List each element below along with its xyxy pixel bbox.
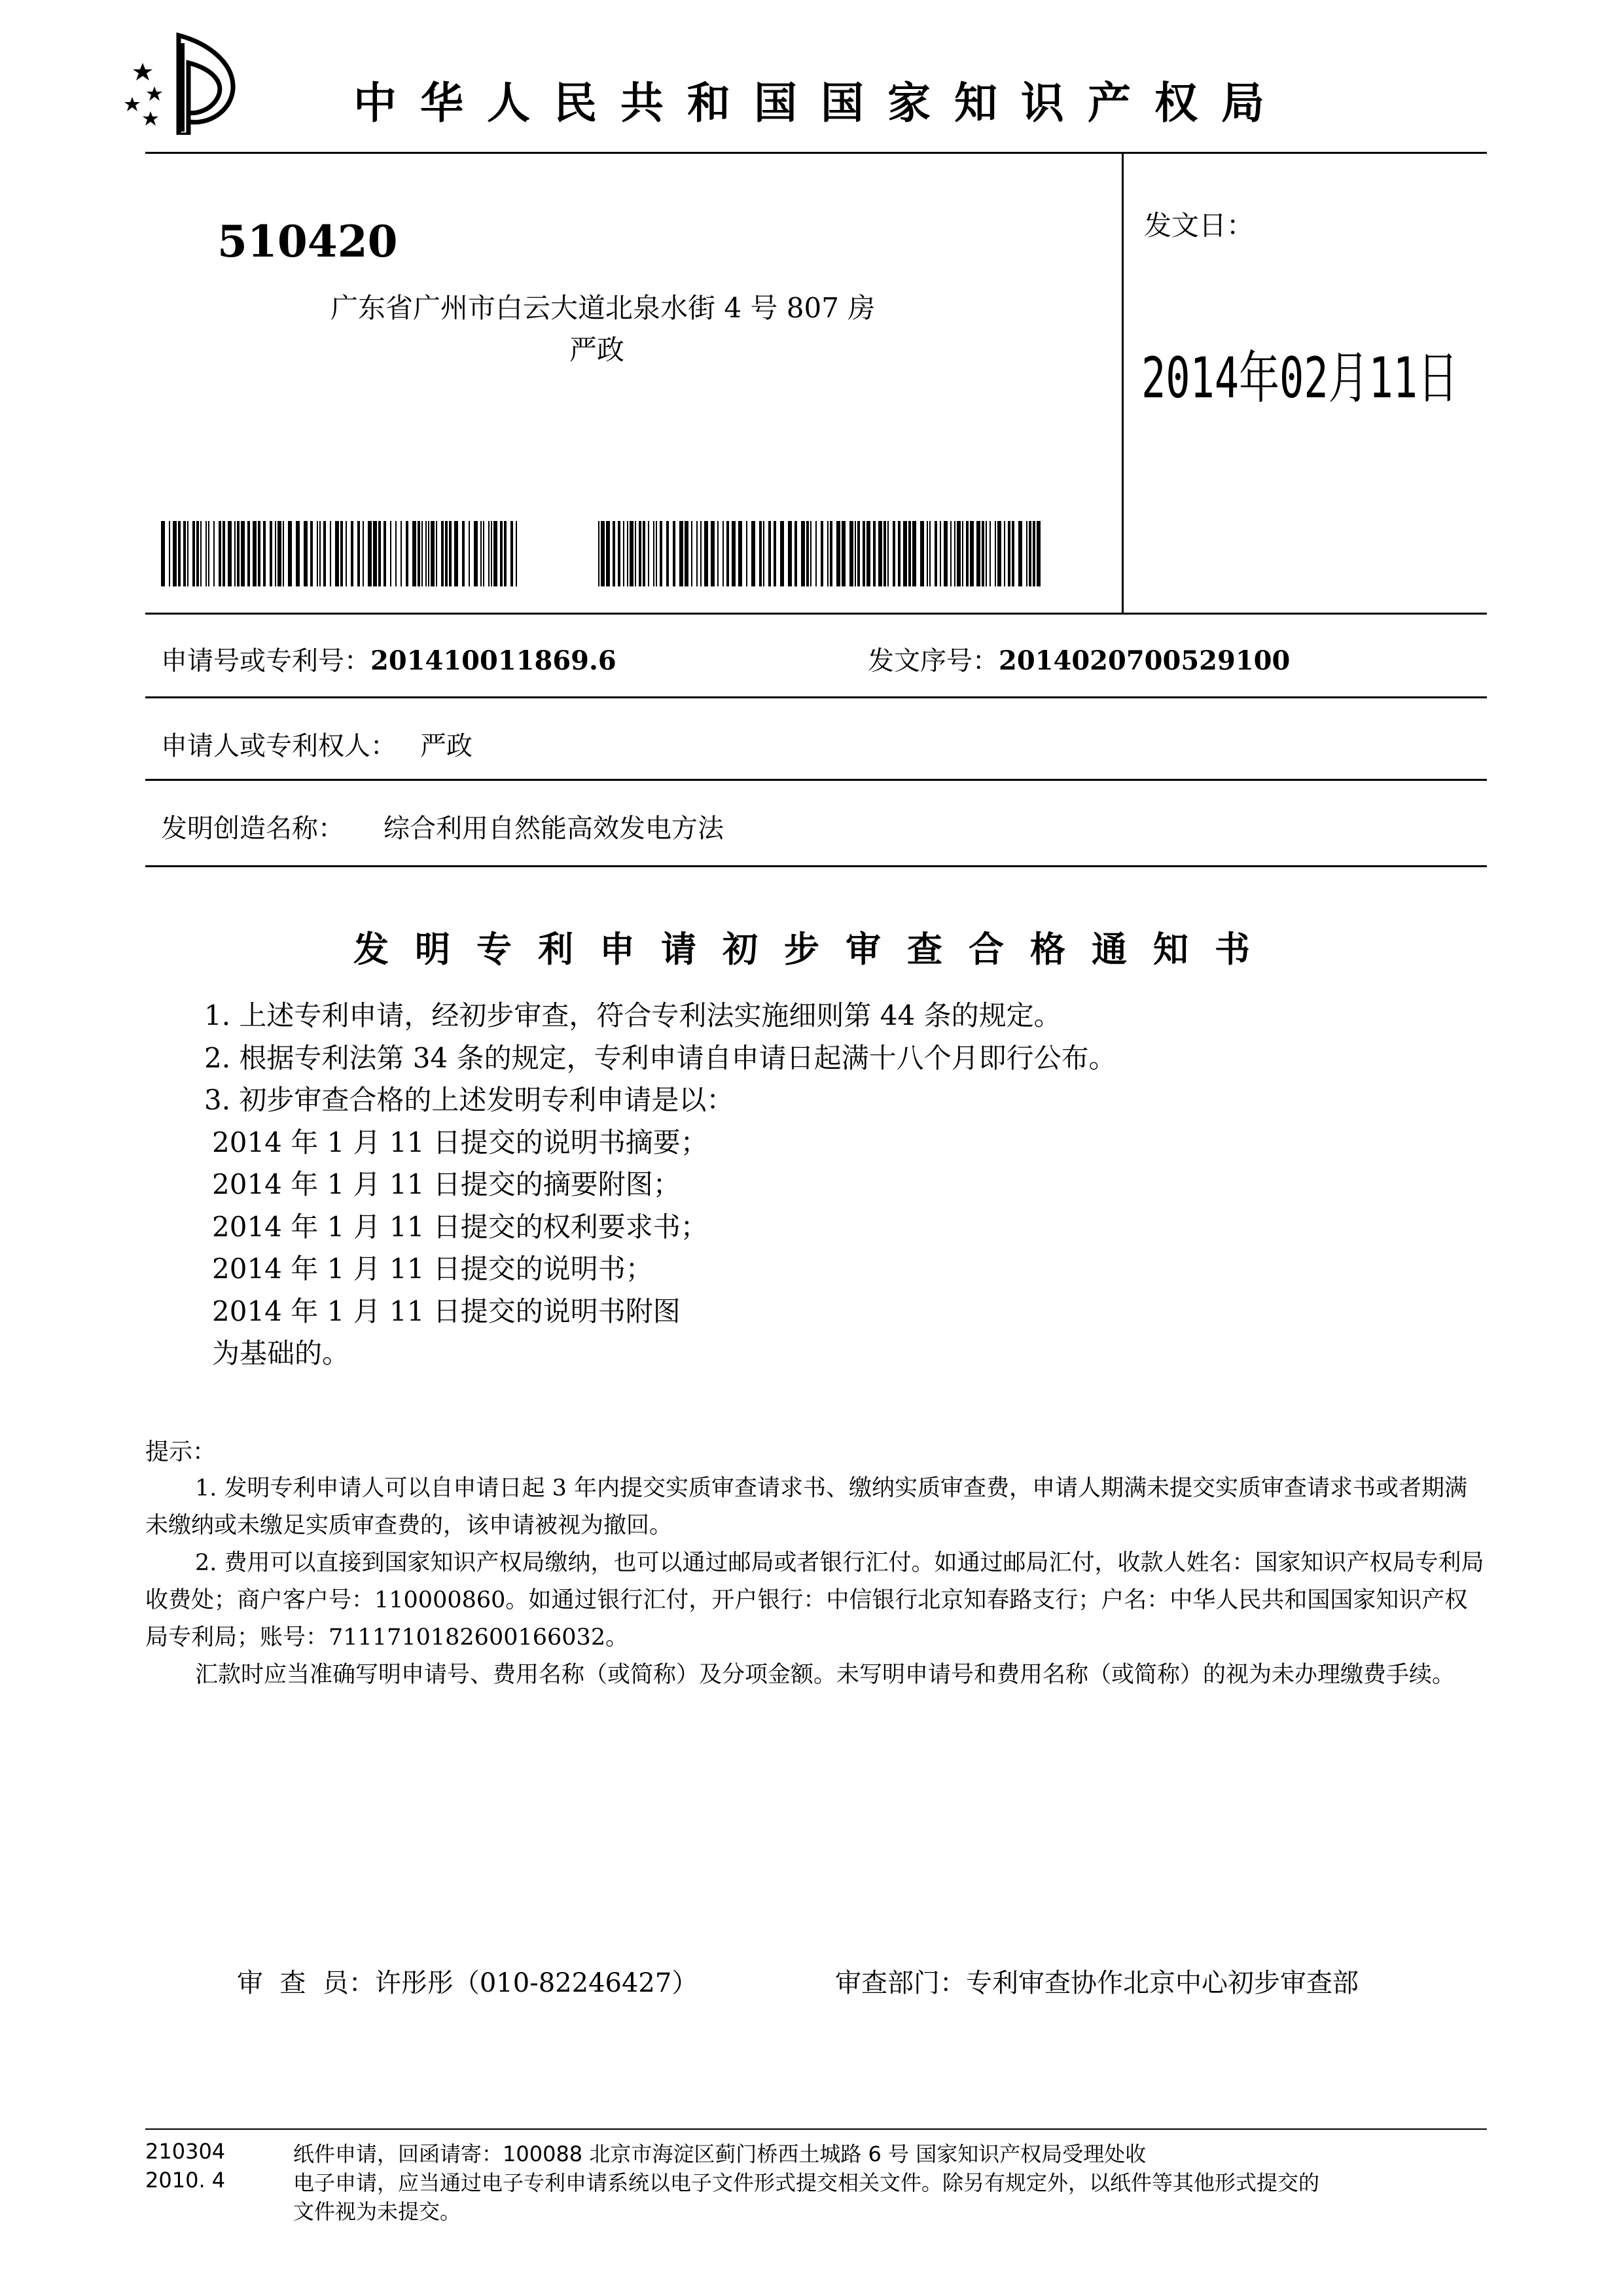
- row-divider: [145, 779, 1487, 781]
- barcode-bar: [673, 521, 675, 586]
- barcode-bar: [500, 521, 503, 586]
- barcode-bar: [810, 521, 812, 586]
- barcode-bar: [488, 521, 490, 586]
- barcode-bar: [480, 521, 482, 586]
- barcode-bar: [788, 521, 792, 586]
- barcode-bar: [887, 521, 889, 586]
- barcode-bar: [161, 521, 165, 586]
- barcode-bar: [732, 521, 736, 586]
- barcode-bar: [878, 521, 882, 586]
- barcode-bar: [296, 521, 300, 586]
- barcode-bar: [1033, 521, 1035, 586]
- notice-line: 1. 上述专利申请，经初步审查，符合专利法实施细则第 44 条的规定。: [204, 999, 1061, 1031]
- barcode-bar: [247, 521, 250, 586]
- addressee-name: 严政: [569, 334, 625, 366]
- barcode-bar: [940, 521, 941, 586]
- barcode-right: [598, 521, 1041, 586]
- hints-block: [145, 1470, 1487, 1694]
- barcode-bar: [357, 521, 360, 586]
- barcode-bar: [192, 521, 195, 586]
- barcode-bar: [857, 521, 860, 586]
- dispatch-date-stamp: 2014年02月11日: [1141, 346, 1458, 411]
- barcode-bar: [704, 521, 708, 586]
- footer-electronic-note-cont: 文件视为未提交。: [293, 2199, 461, 2224]
- barcode-bar: [606, 521, 610, 586]
- barcode-bar: [912, 521, 916, 586]
- notice-line: 2. 根据专利法第 34 条的规定，专利申请自申请日起满十八个月即行公布。: [204, 1041, 1116, 1074]
- barcode-bar: [806, 521, 809, 586]
- barcode-bar: [253, 521, 257, 586]
- barcode-bar: [751, 521, 755, 586]
- barcode-bar: [223, 521, 225, 586]
- barcode-bar: [954, 521, 955, 586]
- barcode-bar: [441, 521, 444, 586]
- notice-line: 2014 年 1 月 11 日提交的权利要求书；: [212, 1210, 708, 1243]
- barcode-bar: [319, 521, 321, 586]
- barcode-bar: [836, 521, 840, 586]
- barcode-bar: [304, 521, 308, 586]
- barcode-bar: [483, 521, 484, 586]
- barcode-bar: [213, 521, 215, 586]
- sipo-logo: [116, 24, 241, 135]
- application-number: 201410011869.6: [370, 645, 616, 676]
- barcode-bar: [842, 521, 846, 586]
- date-column-divider: [1122, 152, 1124, 614]
- barcode-bar: [883, 521, 886, 586]
- barcode-bar: [178, 521, 181, 586]
- barcode-bar: [263, 521, 266, 586]
- barcode-bar: [335, 521, 339, 586]
- application-number-row: [161, 640, 616, 677]
- barcode-bar: [323, 521, 326, 586]
- applicant-label: 申请人或专利权人：: [161, 731, 397, 761]
- barcode-bar: [929, 521, 931, 586]
- barcode-bar: [436, 521, 437, 586]
- barcode-bar: [950, 521, 952, 586]
- barcode-bar: [691, 521, 692, 586]
- barcode-bar: [258, 521, 260, 586]
- barcode-bar: [738, 521, 742, 586]
- notice-line: 2014 年 1 月 11 日提交的说明书摘要；: [212, 1126, 708, 1158]
- barcode-bar: [428, 521, 429, 586]
- barcode-bar: [643, 521, 645, 586]
- form-code: 210304: [145, 2139, 226, 2164]
- barcode-bar: [623, 521, 624, 586]
- barcode-bar: [378, 521, 381, 586]
- barcode-bar: [406, 521, 408, 586]
- barcode-bar: [995, 521, 996, 586]
- barcode-bar: [445, 521, 448, 586]
- hint-paragraph: 2. 费用可以直接到国家知识产权局缴纳，也可以通过邮局或者银行汇付。如通过邮局汇付，收款人姓名：国家知识产权局专利局收费处；商户客户号：110000860。如通过银行汇付，开户银行：中信银行北京知春路支行；户名：中华人民共和国国家知识产权局专利局；账号：7111710182600166032。: [145, 1550, 1484, 1651]
- barcode-bar: [970, 521, 974, 586]
- barcode-bar: [685, 521, 688, 586]
- barcode-bar: [627, 521, 628, 586]
- barcode-bar: [726, 521, 729, 586]
- notice-line: 2014 年 1 月 11 日提交的摘要附图；: [212, 1168, 681, 1200]
- barcode-bar: [516, 521, 517, 586]
- row-divider: [145, 865, 1487, 867]
- barcode-bar: [696, 521, 698, 586]
- barcode-bar: [711, 521, 715, 586]
- review-department: 审查部门：专利审查协作北京中心初步审查部: [835, 1968, 1359, 1998]
- barcode-bar: [660, 521, 662, 586]
- barcode-bar: [234, 521, 236, 586]
- barcode-bar: [997, 521, 1001, 586]
- barcode-bar: [935, 521, 937, 586]
- barcode-bar: [827, 521, 829, 586]
- barcode-bar: [469, 521, 470, 586]
- barcode-bar: [630, 521, 633, 586]
- barcode-bar: [1018, 521, 1022, 586]
- postcode: 510420: [217, 216, 398, 267]
- barcode-bar: [873, 521, 876, 586]
- footer-divider: [145, 2128, 1487, 2130]
- barcode-bar: [351, 521, 353, 586]
- barcode-bar: [717, 521, 719, 586]
- barcode-bar: [990, 521, 991, 586]
- barcode-bar: [1012, 521, 1014, 586]
- barcode-bar: [449, 521, 452, 586]
- hint-paragraph: 1. 发明专利申请人可以自申请日起 3 年内提交实质审查请求书、缴纳实质审查费，申请人期满未提交实质审查请求书或者期满未缴纳或未缴足实质审查费的，该申请被视为撤回。: [145, 1475, 1468, 1539]
- barcode-bar: [1026, 521, 1027, 586]
- footer-mail-note: 纸件申请，回函请寄：100088 北京市海淀区蓟门桥西土城路 6 号 国家知识产权局受理处收: [293, 2142, 1147, 2166]
- invention-row: [161, 808, 724, 845]
- serial-number: 2014020700529100: [999, 645, 1291, 676]
- barcode-bar: [700, 521, 702, 586]
- notice-body: [204, 995, 1116, 1375]
- barcode-bar: [401, 521, 402, 586]
- barcode-bar: [759, 521, 762, 586]
- barcode-bar: [412, 521, 416, 586]
- barcode-bar: [849, 521, 853, 586]
- barcode-bar: [794, 521, 797, 586]
- barcode-bar: [944, 521, 948, 586]
- barcode-bar: [462, 521, 465, 586]
- notice-line: 2014 年 1 月 11 日提交的说明书；: [212, 1253, 653, 1285]
- footer-electronic-note: 电子申请，应当通过电子专利申请系统以电子文件形式提交相关文件。除另有规定外，以纸件等其他形式提交的: [293, 2170, 1320, 2195]
- barcode-bar: [173, 521, 177, 586]
- barcode-bar: [510, 521, 513, 586]
- dispatch-date-label: 发文日：: [1144, 209, 1255, 242]
- barcode-bar: [390, 521, 391, 586]
- barcode-bar: [653, 521, 654, 586]
- star-icon: [147, 86, 162, 101]
- barcode-bar: [474, 521, 478, 586]
- barcode-bar: [383, 521, 386, 586]
- barcode-bar: [920, 521, 924, 586]
- barcode-bar: [982, 521, 984, 586]
- barcode-bar: [317, 521, 318, 586]
- barcode-bar: [183, 521, 186, 586]
- barcode-bar: [986, 521, 987, 586]
- barcode-bar: [373, 521, 377, 586]
- barcode-bar: [598, 521, 599, 586]
- barcode-bar: [821, 521, 823, 586]
- form-version: 2010. 4: [145, 2168, 226, 2193]
- barcode-bar: [722, 521, 724, 586]
- barcode-bar: [962, 521, 963, 586]
- barcode-bar: [1004, 521, 1005, 586]
- barcode-bar: [898, 521, 901, 586]
- row-divider: [145, 696, 1487, 698]
- barcode-bar: [418, 521, 420, 586]
- barcode-bar: [208, 521, 209, 586]
- barcode-bar: [421, 521, 423, 586]
- barcode-bar: [601, 521, 605, 586]
- barcode-bar: [966, 521, 969, 586]
- barcode-bar: [340, 521, 343, 586]
- barcode-bar: [648, 521, 649, 586]
- barcode-bar: [1029, 521, 1031, 586]
- barcode-bar: [228, 521, 232, 586]
- barcode-bar: [863, 521, 865, 586]
- agency-title: 中华人民共和国国家知识产权局: [353, 78, 1288, 128]
- star-icon: [133, 63, 152, 81]
- star-icon: [124, 97, 140, 111]
- invention-label: 发明创造名称：: [161, 814, 344, 844]
- barcode-bar: [768, 521, 771, 586]
- barcode-bar: [815, 521, 817, 586]
- barcode-bar: [746, 521, 747, 586]
- barcode-bar: [219, 521, 221, 586]
- barcode-bar: [363, 521, 364, 586]
- application-number-label: 申请号或专利号：: [161, 646, 370, 676]
- barcode-bar: [666, 521, 669, 586]
- barcode-bar: [780, 521, 784, 586]
- barcode-bar: [774, 521, 776, 586]
- barcode-bar: [493, 521, 497, 586]
- barcode-bar: [618, 521, 620, 586]
- serial-number-label: 发文序号：: [868, 646, 999, 676]
- barcode-bar: [395, 521, 397, 586]
- barcode-bar: [237, 521, 240, 586]
- header-divider: [145, 152, 1487, 154]
- barcode-bar: [431, 521, 435, 586]
- barcode-bar: [908, 521, 911, 586]
- barcode-bar: [656, 521, 657, 586]
- barcode-bar: [330, 521, 331, 586]
- barcode-bar: [763, 521, 764, 586]
- star-icon: [143, 111, 158, 126]
- barcode-left: [161, 521, 521, 586]
- barcode-bar: [957, 521, 961, 586]
- barcode-bar: [205, 521, 207, 586]
- barcode-bar: [927, 521, 928, 586]
- barcode-bar: [275, 521, 276, 586]
- hint-paragraph: 汇款时应当准确写明申请号、费用名称（或简称）及分项金额。未写明申请号和费用名称（或简称）的视为未办理缴费手续。: [195, 1662, 1455, 1688]
- barcode-bar: [504, 521, 507, 586]
- barcode-bar: [283, 521, 284, 586]
- barcode-bar: [368, 521, 372, 586]
- hints-label: 提示：: [145, 1439, 217, 1465]
- applicant-name: 严政: [420, 731, 473, 761]
- addressee-address: 广东省广州市白云大道北泉水街 4 号 807 房: [330, 292, 876, 324]
- notice-title: 发明专利申请初步审查合格通知书: [353, 929, 1276, 970]
- notice-line: 为基础的。: [212, 1337, 350, 1369]
- barcode-bar: [830, 521, 832, 586]
- reviewer: 审 查 员：许彤彤（010-82246427）: [237, 1968, 698, 1998]
- barcode-bar: [903, 521, 907, 586]
- barcode-bar: [277, 521, 281, 586]
- barcode-bar: [241, 521, 245, 586]
- barcode-bar: [866, 521, 870, 586]
- address-block-divider: [145, 613, 1487, 615]
- serial-number-row: [868, 640, 1290, 677]
- barcode-bar: [679, 521, 683, 586]
- barcode-bar: [801, 521, 805, 586]
- notice-line: 2014 年 1 月 11 日提交的说明书附图: [212, 1295, 681, 1327]
- notice-line: 3. 初步审查合格的上述发明专利申请是以：: [204, 1084, 734, 1116]
- barcode-bar: [491, 521, 492, 586]
- barcode-bar: [425, 521, 427, 586]
- invention-title: 综合利用自然能高效发电方法: [383, 814, 724, 844]
- barcode-bar: [1008, 521, 1010, 586]
- barcode-bar: [613, 521, 615, 586]
- barcode-bar: [635, 521, 636, 586]
- barcode-bar: [346, 521, 347, 586]
- barcode-bar: [270, 521, 272, 586]
- barcode-bar: [200, 521, 202, 586]
- barcode-bar: [1037, 521, 1041, 586]
- barcode-bar: [976, 521, 980, 586]
- barcode-bar: [893, 521, 895, 586]
- barcode-bar: [187, 521, 188, 586]
- applicant-row: [161, 725, 473, 762]
- barcode-bar: [196, 521, 199, 586]
- barcode-bar: [454, 521, 458, 586]
- barcode-bar: [169, 521, 170, 586]
- barcode-bar: [639, 521, 641, 586]
- barcode-bar: [288, 521, 292, 586]
- barcode-bar: [310, 521, 313, 586]
- barcode-bar: [855, 521, 856, 586]
